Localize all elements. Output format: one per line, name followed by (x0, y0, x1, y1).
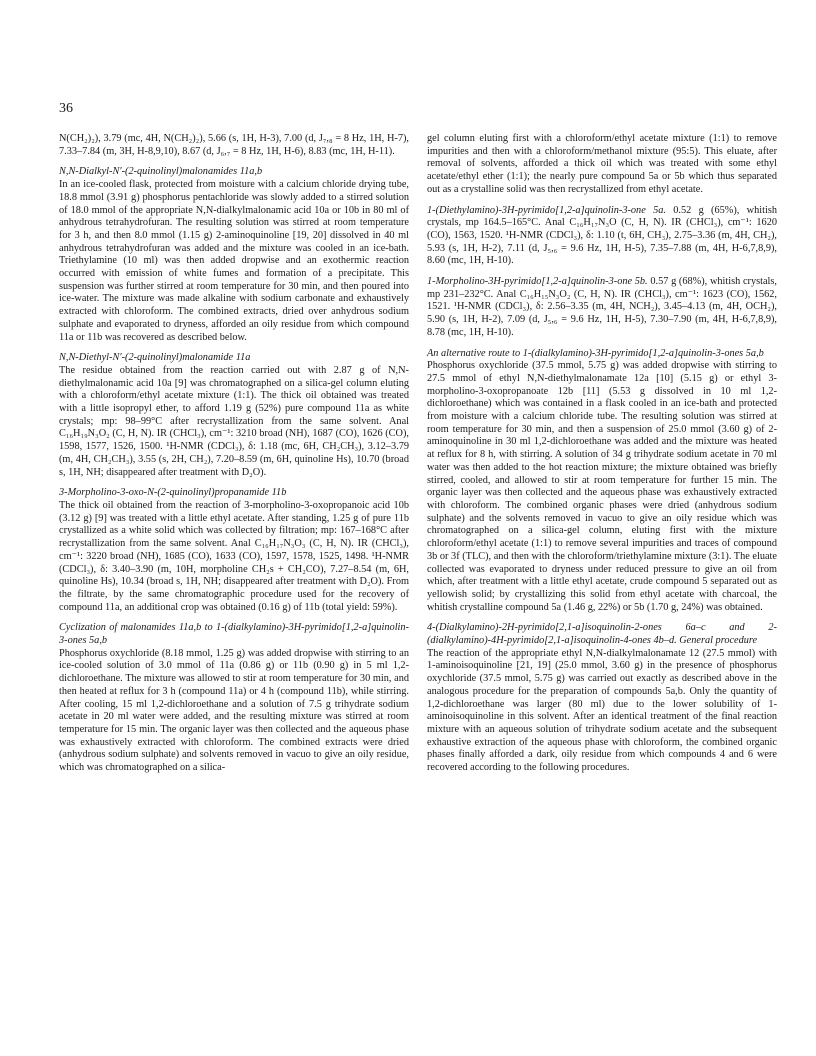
compound-title: 1-Morpholino-3H-pyrimido[1,2-a]quinolin-3-one 5b. (427, 276, 648, 288)
paragraph-body: 0.57 g (68%), whitish crystals, mp 231–232°C. Anal C₁₆H₁₅N₃O₂ (C, H, N). IR (CHCl₃), cm⁻¹: 1623 (CO), 1562, 1521. ¹H-NMR (CDCl₃), δ: 2.56–3.35 (m, 4H, NCH₂), 3.45–4.13 (m, 4H, OCH₂), 5.90 (s, 1H, H-2), 7.09 (d, J₅,₆ = 9.6 Hz, 1H, H-5), 7.30–7.90 (m, 4H, H-6,7,8,9), 8.78 (mc, 1H, H-10). (427, 276, 778, 338)
paragraph-body: Phosphorus oxychloride (8.18 mmol, 1.25 g) was added dropwise with stirring to an ice-cooled solution of 3.0 mmol of 11a (0.86 g) or 11b (0.90 g) in 5 ml 1,2-dichloroethane. The mixture was allowed to stir at room temperature for 30 min, and then heated at reflux for 3 h (compound 11a) or 4 h (compound 11b), while stirring. After cooling, 15 ml 1,2-dichloroethane and a solution of 7.5 g trihydrate sodium acetate in 20 ml water were added, and the resulting mixture was stirred at room temperature for 15 min. The organic layer was then collected and the aqueous phase was exhaustively extracted with chloroform. The combined extracts were dried (anhydrous sodium sulphate) and solvents removed in vacuo to give an oily residue, which was chromatographed on a silica- (59, 647, 409, 774)
paragraph-body: 0.52 g (65%), whitish crystals, mp 164.5–165°C. Anal C₁₆H₁₇N₃O (C, H, N). IR (CHCl₃), cm⁻¹: 1620 (CO), 1563, 1520. ¹H-NMR (CDCl₃), δ: 1.10 (t, 6H, CH₃), 2.75–3.36 (m, 4H, CH₂), 5.93 (s, 1H, H-2), 7.11 (d, J₅,₆ = 9.6 Hz, 1H, H-5), 7.35–7.88 (m, 4H, H-6,7,8,9), 8.60 (mc, 1H, H-10). (427, 204, 777, 267)
section-general-procedure (427, 622, 777, 774)
left-column (59, 133, 409, 783)
section-malonamides-11ab (59, 166, 409, 344)
paragraph-body: N(CH₂)₂), 3.79 (mc, 4H, N(CH₂)₂), 5.66 (s, 1H, H-3), 7.00 (d, J₇,₈ = 8 Hz, 1H, H-7), 7.33–7.84 (m, 3H, H-8,9,10), 8.67 (d, J₆,₇ = 8 Hz, 1H, H-6), 8.83 (mc, 1H, H-11). (59, 133, 409, 157)
section-compound-11a (59, 352, 409, 479)
section-heading: N,N-Dialkyl-N′-(2-quinolinyl)malonamides 11a,b (59, 166, 263, 178)
paragraph-continuation (427, 133, 777, 197)
paragraph-body: The reaction of the appropriate ethyl N,N-dialkylmalonamate 12 (27.5 mmol) with 1-aminoisoquinoline [21, 19] (25.0 mmol, 3.60 g) in the presence of phosphorus oxychloride (37.5 mmol, 5.75 g) was carried out exactly as described above in the analogous procedure for the preparation of compounds 5a,b. Only the quantity of 1,2-dichloroethane was larger (80 ml) due to the lower solubility of 1-aminoisoquinoline in this solvent. After an identical treatment of the final reaction mixture with an aqueous solution of trihydrate sodium acetate and the subsequent exhaustive extraction of the aqueous phase with chloroform, the combined organic phases finally afforded a dark, oily residue from which compounds 4 and 6 were recovered according to the following procedures. (427, 647, 777, 774)
compound-title: 1-(Diethylamino)-3H-pyrimido[1,2-a]quinolin-3-one 5a. (427, 204, 666, 216)
paragraph-body: Phosphorus oxychloride (37.5 mmol, 5.75 g) was added dropwise with stirring to 27.5 mmol of ethyl N,N-diethylmalonamate 12a [10] (5.15 g) or ethyl 3-morpholino-3-oxopropanoate 12b [11] (5.53 g dissolved in 10 ml 1,2-dichloroethane) which was contained in a flask cooled in an ice-bath and protected from moisture with a calcium chloride tube. The resulting solution was stirred at room temperature for 30 min, and then a suspension of 25.0 mmol (3.60 g) of 2-aminoquinoline in 30 ml 1,2-dichloroethane was added and the mixture was heated at reflux for 8 h, with stirring. A solution of 34 g trihydrate sodium acetate in 70 ml water was then added to the hot reaction mixture; the mixture obtained was briefly stirred, cooled, and allowed to stir at room temperature for further 15 min. The organic layer was then collected and the aqueous phase was exhaustively extracted with chloroform. The combined organic phases were dried (anhydrous sodium sulphate) and the solvents removed in vacuo to give an oily residue which was chromatographed on a silica-gel column, eluting first with the mixture chloroform/ethyl acetate (1:1) to remove several impurities and traces of compound 3b or 3f (TLC), and then with the chloroform/triethylamine mixture (3:1). The eluate collected was evaporated to dryness under reduced pressure to give an oil from which, after treatment with a little ethyl acetate, crude compound 5 separated out as yellowish solid; by crystallizing this solid from ethyl acetate with charcoal, the whitish crystalline compound 5a (1.46 g, 22%) or 5b (1.70 g, 24%) was obtained. (427, 360, 777, 613)
section-compound-5a (427, 205, 777, 269)
section-heading: 4-(Dialkylamino)-2H-pyrimido[2,1-a]isoquinolin-2-ones 6a–c and 2-(dialkylamino)-4H-pyrimido[2,1-a]isoquinolin-4-ones 4b–d. General procedure (427, 622, 777, 647)
paragraph-body: The residue obtained from the reaction carried out with 2.87 g of N,N-diethylmalonamic acid 10a [9] was chromatographed on a silica-gel column eluting with a chloroform/ethyl acetate mixture (1:1). The thick oil obtained was treated with a little isopropyl ether, to afford 1.19 g (52%) pure compound 11a as white crystals; mp: 98–99°C after recrystallization from the same solvent. Anal C₁₆H₁₉N₃O₂ (C, H, N). IR (CHCl₃), cm⁻¹: 3210 broad (NH), 1687 (CO), 1626 (CO), 1598, 1577, 1526, 1500. ¹H-NMR (CDCl₃), δ: 1.18 (mc, 6H, CH₂CH₃), 3.12–3.79 (m, 4H, CH₂CH₃), 3.55 (s, 2H, CH₂), 7.20–8.59 (m, 6H, quinoline Hs), 10.70 (broad s, 1H, NH; disappeared after treatment with D₂O). (59, 364, 409, 478)
section-heading: 3-Morpholino-3-oxo-N-(2-quinolinyl)propanamide 11b (59, 487, 287, 499)
paragraph-body: The thick oil obtained from the reaction of 3-morpholino-3-oxopropanoic acid 10b (3.12 g) [9] was treated with a little ethyl acetate. After standing, 1.25 g of pure 11b crystallized as a white solid which was collected by filtration; mp: 167–168°C after recrystallization from the same solvent. Anal C₁₆H₁₇N₃O₃ (C, H, N). IR (CHCl₃), cm⁻¹: 3220 broad (NH), 1685 (CO), 1633 (CO), 1597, 1578, 1525, 1498. ¹H-NMR (CDCl₃), δ: 3.40–3.90 (m, 10H, morpholine CH₂s + CH₂CO), 7.27–8.54 (m, 6H, quinoline Hs), 10.34 (broad s, 1H, NH; disappeared after treatment with D₂O). From the filtrate, by the same chromatographic procedure used for the recovery of compound 11a, an additional crop was obtained (0.16 g) of 11b (total yield: 59%). (59, 499, 409, 613)
page-number: 36 (59, 101, 73, 116)
section-alternative-route (427, 348, 777, 615)
section-heading: Cyclization of malonamides 11a,b to 1-(dialkylamino)-3H-pyrimido[1,2-a]quinolin-3-ones 5a,b (59, 622, 409, 647)
right-column (427, 133, 777, 783)
paragraph-body: In an ice-cooled flask, protected from moisture with a calcium chloride drying tube, 18.8 mmol (3.91 g) phosphorus pentachloride was slowly added to a stirred solution of 18.0 mmol of the appropriate N,N-dialkylmalonamic acid 10a or 10b in 80 ml of anhydrous tetrahydrofuran. The resulting solution was stirred at room temperature for 3 h, and then 8.0 mmol (1.15 g) 2-aminoquinoline [19, 20] dissolved in 40 ml anhydrous tetrahydrofuran was added and the mixture was cooled in an ice-bath. Triethylamine (10 ml) was then added dropwise and an exothermic reaction occurred with emission of white fumes and formation of a precipitate. This suspension was further stirred at room temperature for 30 min, and then poured into ice-water. The mixture was made alkaline with sodium carbonate and exhaustively extracted with chloroform. The combined extracts, dried over anhydrous sodium sulphate and evaporated to dryness, afforded an oily residue from which compound 11a or 11b was recovered as described below. (59, 179, 409, 343)
section-cyclization (59, 622, 409, 774)
paragraph-continuation (59, 133, 409, 158)
section-compound-11b (59, 487, 409, 614)
section-compound-5b (427, 276, 777, 340)
paragraph-body: gel column eluting first with a chloroform/ethyl acetate mixture (1:1) to remove impurities and then with a chloroform/methanol mixture (95:5). This eluate, after removal of solvents, afforded a thick oil which was treated with some ethyl acetate/ethyl ether (1:1); the nearly pure compound 5a or 5b which thus separated out as a crystalline solid was then recrystallized from ethyl acetate. (427, 133, 777, 195)
section-heading: An alternative route to 1-(dialkylamino)-3H-pyrimido[1,2-a]quinolin-3-ones 5a,b (427, 347, 764, 359)
section-heading: N,N-Diethyl-N′-(2-quinolinyl)malonamide 11a (59, 352, 251, 364)
